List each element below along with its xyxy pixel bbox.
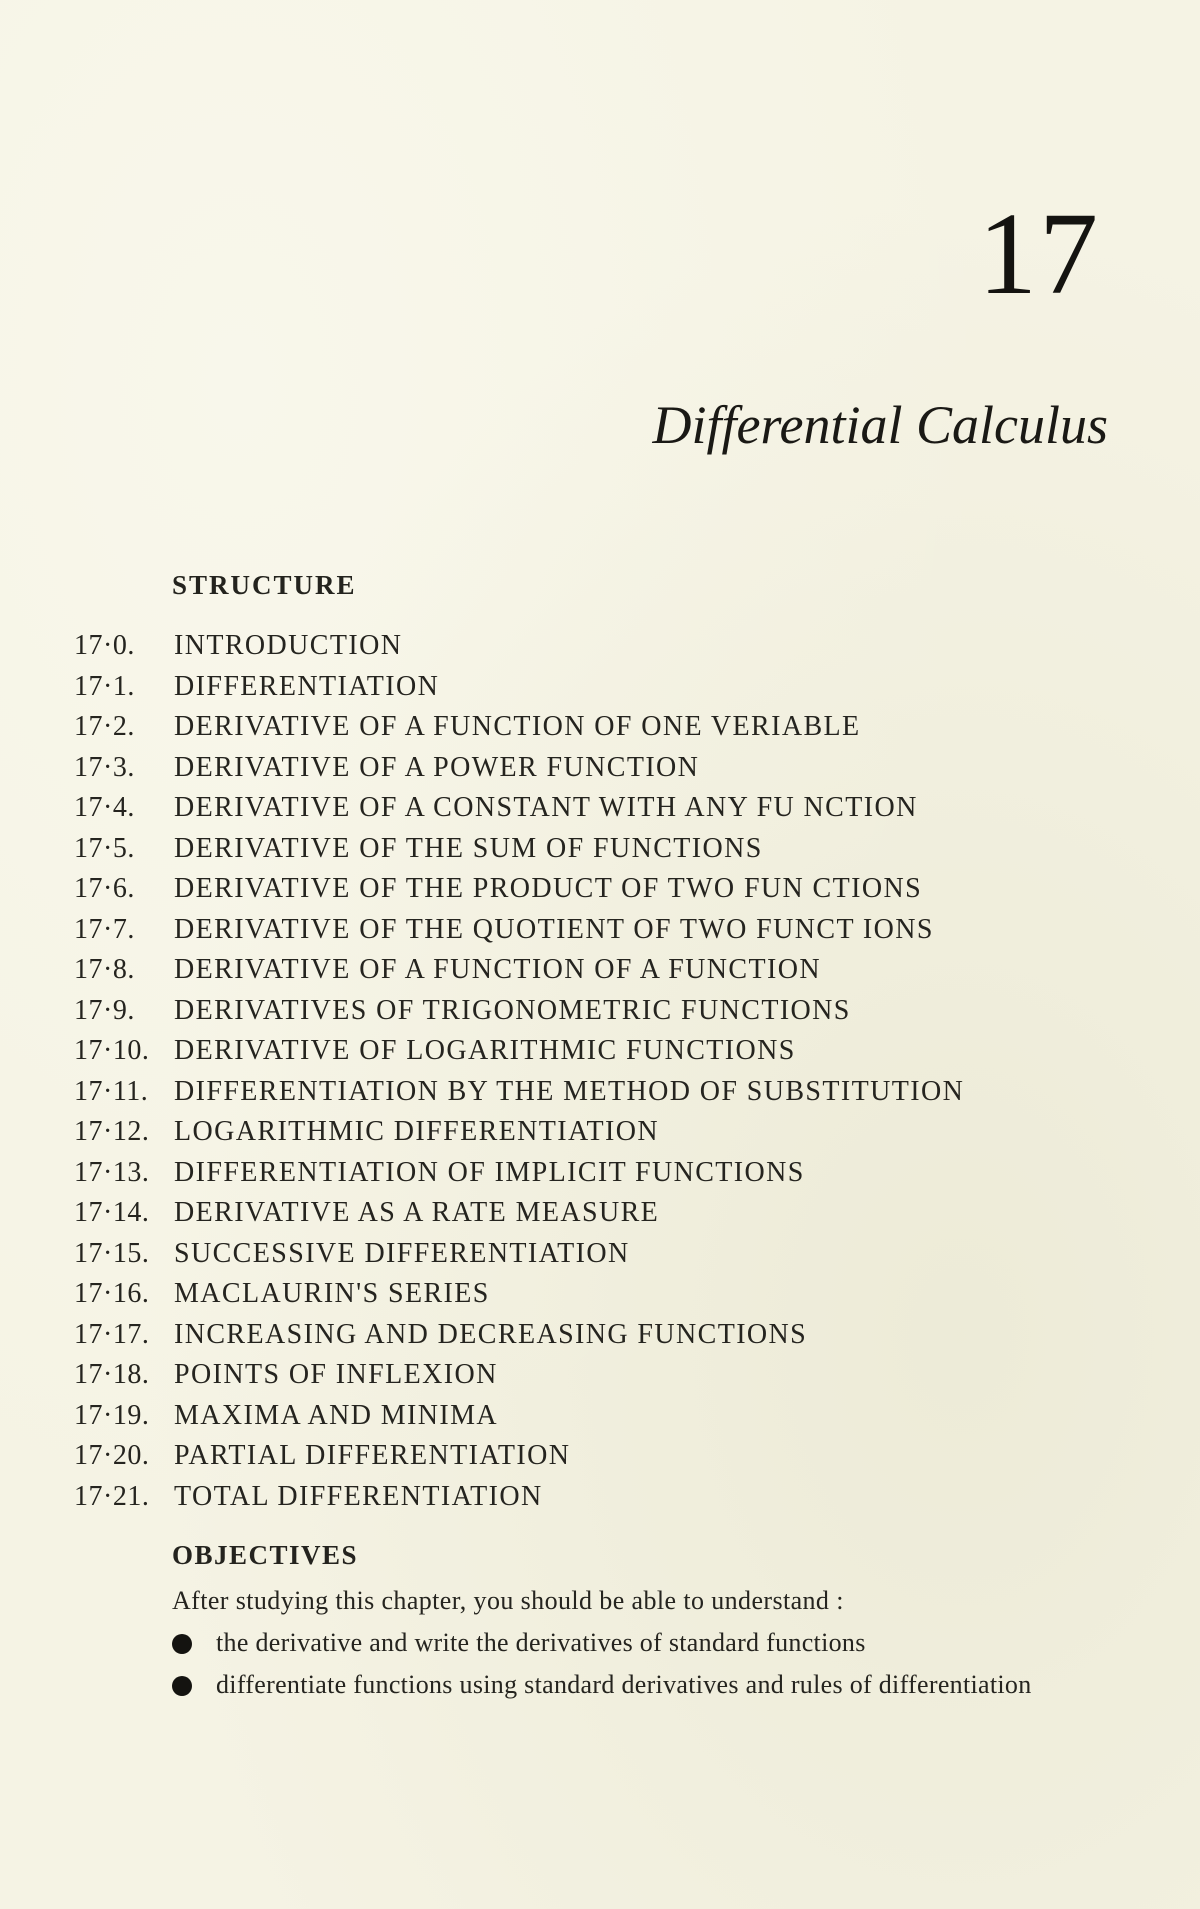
toc-item-title: DERIVATIVE OF THE SUM OF FUNCTIONS	[174, 832, 763, 864]
toc-item	[74, 1193, 1114, 1234]
toc-item-title: SUCCESSIVE DIFFERENTIATION	[174, 1237, 630, 1269]
toc-item-title: DERIVATIVE OF A FUNCTION OF A FUNCTION	[174, 954, 821, 986]
toc-item	[74, 829, 1114, 870]
chapter-title: Differential Calculus	[652, 395, 1108, 455]
toc-item	[74, 1153, 1114, 1194]
toc-item-title: DERIVATIVE AS A RATE MEASURE	[174, 1197, 660, 1229]
bullet-icon	[172, 1634, 192, 1654]
toc-item	[74, 950, 1114, 991]
toc-item-number: 17·9.	[74, 994, 135, 1026]
toc-item	[74, 1436, 1114, 1477]
toc-item	[74, 1396, 1114, 1437]
toc-item-number: 17·0.	[74, 630, 135, 662]
toc-item-title: PARTIAL DIFFERENTIATION	[174, 1440, 571, 1472]
toc-item	[74, 788, 1114, 829]
bullet-icon	[172, 1676, 192, 1696]
toc-item-title: DIFFERENTIATION BY THE METHOD OF SUBSTITUTION	[174, 1075, 965, 1107]
toc-item-number: 17·1.	[74, 670, 135, 702]
toc-item-title: DIFFERENTIATION	[174, 670, 440, 702]
structure-heading: STRUCTURE	[172, 570, 357, 600]
toc-item-number: 17·21.	[74, 1480, 150, 1512]
toc-item-number: 17·11.	[74, 1075, 149, 1107]
toc-item-number: 17·2.	[74, 711, 135, 743]
toc-item	[74, 1315, 1114, 1356]
objectives-intro: After studying this chapter, you should be able to understand :	[172, 1586, 844, 1615]
toc-item-number: 17·3.	[74, 751, 135, 783]
toc-item-title: DERIVATIVE OF LOGARITHMIC FUNCTIONS	[174, 1035, 796, 1067]
objective-text: differentiate functions using standard derivatives and rules of differentiation	[216, 1670, 1032, 1699]
toc-item-number: 17·10.	[74, 1035, 150, 1067]
objective-item	[172, 1670, 1112, 1700]
toc-item	[74, 707, 1114, 748]
toc-item-number: 17·16.	[74, 1278, 150, 1310]
toc-item	[74, 1031, 1114, 1072]
structure-list	[74, 626, 1114, 1517]
toc-item-title: DIFFERENTIATION OF IMPLICIT FUNCTIONS	[174, 1156, 805, 1188]
toc-item-title: DERIVATIVES OF TRIGONOMETRIC FUNCTIONS	[174, 994, 851, 1026]
toc-item	[74, 1112, 1114, 1153]
toc-item-title: DERIVATIVE OF THE QUOTIENT OF TWO FUNCT IONS	[174, 913, 934, 945]
objective-text: the derivative and write the derivatives of standard functions	[216, 1628, 866, 1657]
objective-item	[172, 1628, 1112, 1658]
toc-item-number: 17·18.	[74, 1359, 150, 1391]
toc-item-title: LOGARITHMIC DIFFERENTIATION	[174, 1116, 659, 1148]
toc-item	[74, 748, 1114, 789]
toc-item	[74, 991, 1114, 1032]
toc-item-number: 17·12.	[74, 1116, 150, 1148]
toc-item-number: 17·15.	[74, 1237, 150, 1269]
toc-item	[74, 626, 1114, 667]
toc-item-title: DERIVATIVE OF A CONSTANT WITH ANY FU NCTION	[174, 792, 918, 824]
toc-item-number: 17·17.	[74, 1318, 150, 1350]
toc-item-number: 17·7.	[74, 913, 135, 945]
toc-item-title: INTRODUCTION	[174, 630, 403, 662]
toc-item-title: DERIVATIVE OF THE PRODUCT OF TWO FUN CTIONS	[174, 873, 923, 905]
toc-item	[74, 1072, 1114, 1113]
toc-item	[74, 1234, 1114, 1275]
toc-item	[74, 1477, 1114, 1518]
toc-item-title: TOTAL DIFFERENTIATION	[174, 1480, 543, 1512]
toc-item-title: DERIVATIVE OF A FUNCTION OF ONE VERIABLE	[174, 711, 861, 743]
objectives-heading: OBJECTIVES	[172, 1540, 359, 1570]
toc-item-number: 17·19.	[74, 1399, 150, 1431]
toc-item-number: 17·6.	[74, 873, 135, 905]
toc-item-number: 17·4.	[74, 792, 135, 824]
toc-item	[74, 910, 1114, 951]
toc-item	[74, 1274, 1114, 1315]
toc-item	[74, 1355, 1114, 1396]
toc-item-number: 17·5.	[74, 832, 135, 864]
toc-item	[74, 667, 1114, 708]
toc-item-title: MAXIMA AND MINIMA	[174, 1399, 499, 1431]
toc-item	[74, 869, 1114, 910]
toc-item-title: MACLAURIN'S SERIES	[174, 1278, 490, 1310]
toc-item-number: 17·14.	[74, 1197, 150, 1229]
toc-item-number: 17·8.	[74, 954, 135, 986]
toc-item-title: DERIVATIVE OF A POWER FUNCTION	[174, 751, 700, 783]
toc-item-title: POINTS OF INFLEXION	[174, 1359, 498, 1391]
chapter-number: 17	[978, 188, 1100, 319]
toc-item-number: 17·20.	[74, 1440, 150, 1472]
toc-item-number: 17·13.	[74, 1156, 150, 1188]
toc-item-title: INCREASING AND DECREASING FUNCTIONS	[174, 1318, 808, 1350]
